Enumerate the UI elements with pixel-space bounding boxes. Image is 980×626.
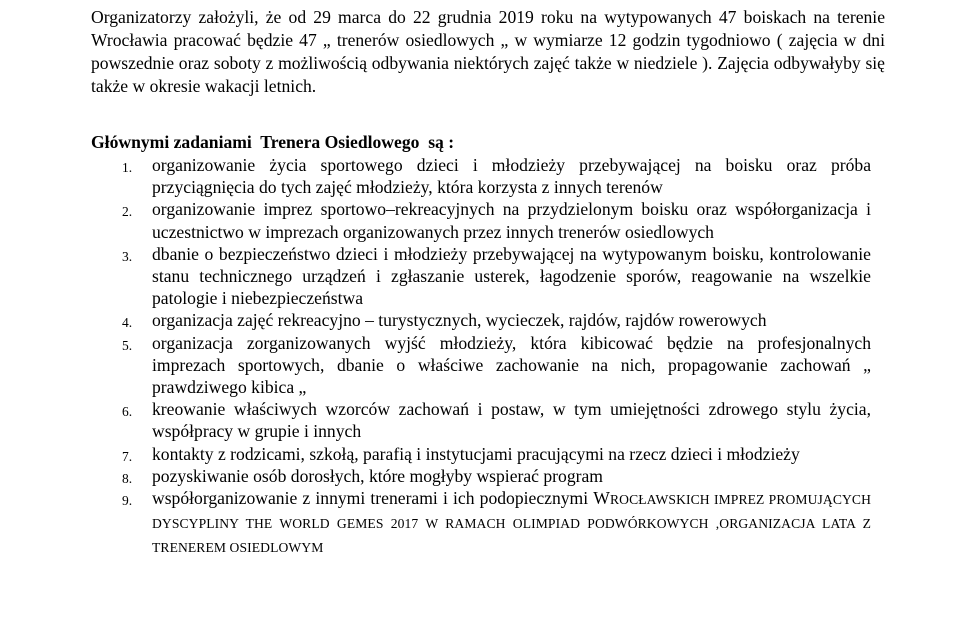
list-number: 5. [122, 337, 133, 353]
list-item-text: dbanie o bezpieczeństwo dzieci i młodzieży przebywającej na wytypowanym boisku, kontrolowanie stanu technicznego urządzeń i zgłaszanie usterek, łagodzenie sporów, reagowanie na wszelkie patologie i niebezpieczeństwa [152, 243, 871, 309]
intro-paragraph: Organizatorzy założyli, że od 29 marca do 22 grudnia 2019 roku na wytypowanych 47 boiskach na terenie Wrocławia pracować będzie 47 „ trenerów osiedlowych „ w wymiarze 12 godzin tygodniowo ( zajęcia w dni powszednie oraz soboty z możliwością odbywania niektórych zajęć także w niedziele ). Zajęcia odbywałyby się także w okresie wakacji letnich. [91, 7, 885, 96]
list-item-text: organizowanie życia sportowego dzieci i młodzieży przebywającej na boisku oraz próba przyciągnięcia do tych zajęć młodzieży, która korzysta z innych terenów [152, 155, 871, 198]
list-item [0, 487, 871, 560]
list-number: 6. [122, 404, 133, 420]
list-item-text: kreowanie właściwych wzorców zachowań i postaw, w tym umiejętności zdrowego stylu życia, współpracy w grupie i innych [152, 399, 871, 442]
list-item-text: pozyskiwanie osób dorosłych, które mogłyby wspierać program [152, 465, 603, 486]
list-item [0, 309, 871, 331]
list-item [0, 332, 871, 399]
list-item [0, 243, 871, 310]
small-caps-text: ROCŁAWSKICH IMPREZ PROMUJĄCYCH DYSCYPLINY THE WORLD GEMES 2017 W RAMACH OLIMPIAD PODWÓRKOWYCH ,ORGANIZACJA LATA Z TRENEREM OSIEDLOWYM [152, 492, 872, 556]
list-number: 3. [122, 248, 133, 264]
list-number: 7. [122, 448, 133, 464]
tasks-heading: Głównymi zadaniami Trenera Osiedlowego są : [91, 132, 455, 152]
list-number: 1. [122, 160, 133, 175]
list-number: 8. [122, 470, 133, 486]
list-item [0, 398, 871, 442]
list-item [0, 154, 871, 198]
list-item [0, 465, 871, 487]
list-number: 4. [122, 315, 133, 331]
list-item-text: współorganizowanie z innymi trenerami i ich podopiecznymi [152, 488, 594, 509]
list-item [0, 198, 871, 242]
small-caps-initial: W [593, 488, 611, 509]
tasks-list [0, 154, 980, 560]
list-item-text: organizacja zorganizowanych wyjść młodzieży, która kibicować będzie na profesjonalnych imprezach sportowych, dbanie o właściwe zachowanie na nich, propagowanie zachowań „ prawdziwego kibica „ [152, 332, 871, 398]
list-number: 9. [122, 493, 133, 509]
list-item [0, 443, 871, 465]
list-item-text: organizowanie imprez sportowo–rekreacyjnych na przydzielonym boisku oraz współorganizacja i uczestnictwo w imprezach organizowanych przez innych trenerów osiedlowych [152, 199, 871, 242]
list-number: 2. [122, 204, 133, 220]
list-item-text: organizacja zajęć rekreacyjno – turystycznych, wycieczek, rajdów, rajdów rowerowych [152, 310, 767, 331]
list-item-text: kontakty z rodzicami, szkołą, parafią i instytucjami pracującymi na rzecz dzieci i młodzieży [152, 443, 800, 464]
